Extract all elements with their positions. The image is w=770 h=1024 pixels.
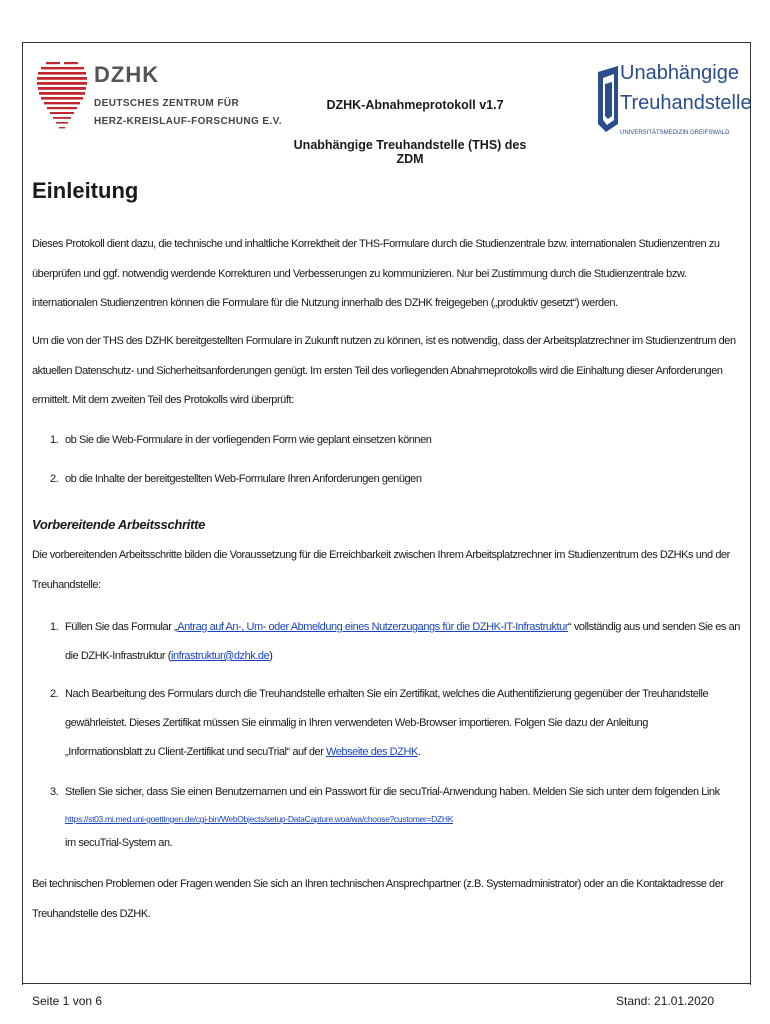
prep-paragraph-1 (32, 541, 742, 600)
step-number: 2. (50, 688, 59, 700)
step-text: Nach Bearbeitung des Formulars durch die Treuhandstelle erhalten Sie ein Zertifikat, welches die Authentifizierung gegenüber der Treuhandstelle (65, 688, 709, 700)
step-number: 1. (50, 621, 59, 633)
text-line: Bei technischen Problemen oder Fragen wenden Sie sich an Ihren technischen Ansprechpartner (z.B. Systemadministrator) oder an die Kontaktadresse der (32, 878, 724, 890)
ths-wordmark-line-1: Unabhängige (620, 62, 739, 84)
dzhk-name-line-2: HERZ-KREISLAUF-FORSCHUNG E.V. (94, 116, 282, 127)
ths-institution: UNIVERSITÄTSMEDIZIN GREIFSWALD (620, 130, 730, 136)
step-text: ) (269, 650, 273, 662)
list-text: ob die Inhalte der bereitgestellten Web-Formulare Ihren Anforderungen genügen (65, 473, 422, 485)
page-number: Seite 1 von 6 (32, 994, 103, 1008)
document-title: DZHK-Abnahmeprotokoll v1.7 (326, 98, 504, 112)
section-heading-vorbereitende-arbeitsschritte: Vorbereitende Arbeitsschritte (32, 517, 206, 532)
step-text: Stellen Sie sicher, dass Sie einen Benutzernamen und ein Passwort für die secuTrial-Anwendung haben. Melden Sie sich unter dem folgenden Link (65, 786, 720, 798)
list-number: 1. (50, 434, 59, 446)
intro-paragraph-1 (32, 230, 742, 319)
infrastruktur-email-link[interactable]: infrastruktur@dzhk.de (170, 650, 270, 662)
section-heading-einleitung: Einleitung (32, 178, 139, 203)
text-line: aktuellen Datenschutz- und Sicherheitsanforderungen genügt. Im ersten Teil des vorliegenden Abnahmeprotokolls wird die Einhaltung dieser Anforderungen (32, 364, 723, 377)
step-text: . (417, 746, 421, 758)
ths-wordmark-line-2: Treuhandstelle (620, 92, 752, 114)
heart-icon (36, 60, 88, 140)
intro-paragraph-2 (32, 327, 742, 416)
dzhk-name-line-1: DEUTSCHES ZENTRUM FÜR (94, 98, 240, 109)
text-line: Um die von der THS des DZHK bereitgestellten Formulare in Zukunft nutzen zu können, ist es notwendig, dass der Arbeitsplatzrechner im Studienzentrum den (32, 335, 736, 347)
step-text: Füllen Sie das Formular „ (65, 621, 178, 633)
text-line: Treuhandstelle des DZHK. (32, 907, 151, 920)
list-text: ob Sie die Web-Formulare in der vorliegenden Form wie geplant einsetzen können (65, 434, 432, 446)
antrag-form-link[interactable]: Antrag auf An-, Um- oder Abmeldung eines Nutzerzugangs für die DZHK-IT-Infrastruktur (177, 621, 569, 633)
secutrial-login-link[interactable]: https://st03.mi.med.uni-goettingen.de/cgi-bin/WebObjects/setup-DataCapture.woa/wa/choose?customer=DZHK (65, 814, 454, 824)
step-text: “ vollständig aus und senden Sie es an (568, 621, 740, 633)
ths-logo (594, 62, 754, 142)
step-text: im secuTrial-System an. (65, 837, 173, 849)
text-line: Dieses Protokoll dient dazu, die technische und inhaltliche Korrektheit der THS-Formulare durch die Studienzentrale bzw. internationalen Studienzentren zu (32, 238, 720, 250)
text-line: Treuhandstelle: (32, 578, 101, 591)
step-number: 3. (50, 786, 59, 798)
text-line: überprüfen und ggf. notwendig werdende Korrekturen und Verbesserungen zu kommunizieren. Nur bei Zustimmung durch die Studienzentrale bzw. (32, 267, 687, 280)
document-subtitle: Unabhängige Treuhandstelle (THS) des ZDM (293, 138, 527, 166)
prep-paragraph-2 (32, 870, 742, 929)
dzhk-logo (36, 60, 282, 140)
frame-bottom-rule (22, 983, 751, 984)
dzhk-wordmark: DZHK (94, 62, 160, 87)
document-date: Stand: 21.01.2020 (616, 994, 715, 1008)
text-line: Die vorbereitenden Arbeitsschritte bilden die Voraussetzung für die Erreichbarkeit zwischen Ihrem Arbeitsplatzrechner im Studienzentrum des DZHKs und der (32, 549, 730, 561)
list-number: 2. (50, 473, 59, 485)
step-text: „Informationsblatt zu Client-Zertifikat und secuTrial“ auf der (65, 746, 327, 758)
step-text: gewährleistet. Dieses Zertifikat müssen Sie einmalig in Ihren verwendeten Web-Browser importieren. Folgen Sie dazu der Anleitung (65, 717, 648, 729)
dzhk-website-link[interactable]: Webseite des DZHK (326, 746, 418, 758)
step-text: die DZHK-Infrastruktur ( (65, 650, 171, 662)
text-line: internationalen Studienzentren können die Formulare für die Nutzung innerhalb des DZHK freigegeben („produktiv gesetzt“) werden. (32, 297, 618, 309)
text-line: ermittelt. Mit dem zweiten Teil des Protokolls wird überprüft: (32, 394, 294, 406)
